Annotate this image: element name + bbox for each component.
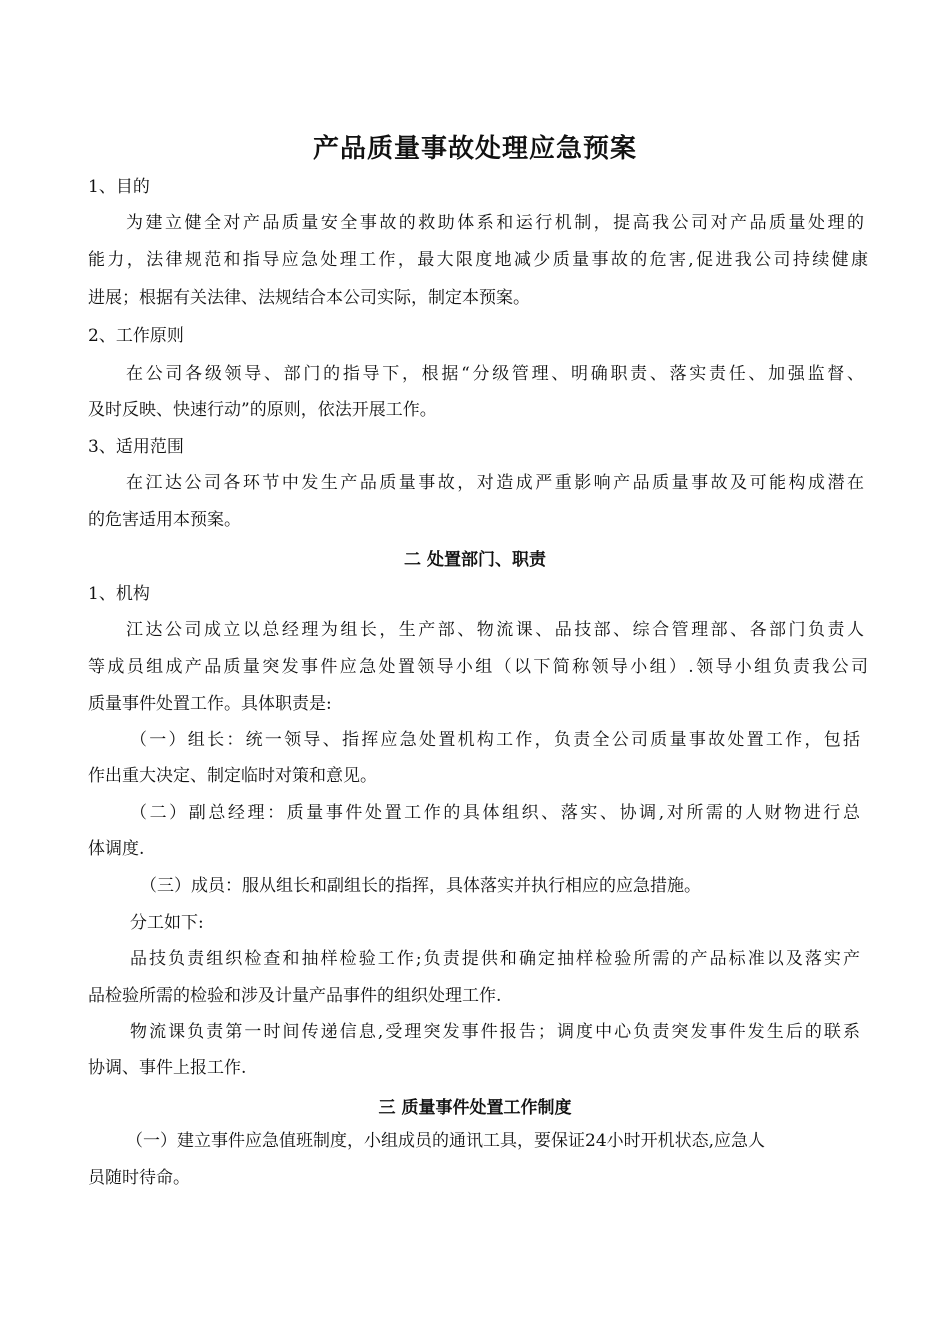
paragraph-line: 在江达公司各环节中发生产品质量事故，对造成严重影响产品质量事故及可能构成潜在 bbox=[126, 473, 864, 493]
paragraph-line: （一）组长：统一领导、指挥应急处置机构工作，负责全公司质量事故处置工作，包括 bbox=[130, 730, 860, 750]
paragraph-line: （二）副总经理：质量事件处置工作的具体组织、落实、协调,对所需的人财物进行总 bbox=[130, 803, 860, 823]
paragraph-line: 品检验所需的检验和涉及计量产品事件的组织处理工作. bbox=[88, 986, 502, 1006]
section-heading: 3、适用范围 bbox=[88, 437, 184, 457]
paragraph-line: 的危害适用本预案。 bbox=[88, 510, 241, 530]
paragraph-line: 在公司各级领导、部门的指导下，根据“分级管理、明确职责、落实责任、加强监督、 bbox=[126, 364, 864, 384]
paragraph-line: 分工如下: bbox=[130, 913, 204, 933]
chapter-heading: 二 处置部门、职责 bbox=[404, 550, 546, 570]
paragraph-line: 能力，法律规范和指导应急处理工作，最大限度地减少质量事故的危害,促进我公司持续健康 bbox=[88, 250, 868, 270]
paragraph-line: 协调、事件上报工作. bbox=[88, 1058, 247, 1078]
paragraph-line: 为建立健全对产品质量安全事故的救助体系和运行机制，提高我公司对产品质量处理的 bbox=[126, 213, 864, 233]
paragraph-line: 及时反映、快速行动”的原则，依法开展工作。 bbox=[88, 400, 437, 420]
section-heading: 1、机构 bbox=[88, 584, 150, 604]
paragraph-line: 进展；根据有关法律、法规结合本公司实际，制定本预案。 bbox=[88, 288, 530, 308]
paragraph-line: 作出重大决定、制定临时对策和意见。 bbox=[88, 766, 377, 786]
paragraph-line: 体调度. bbox=[88, 839, 145, 859]
paragraph-line: （三）成员：服从组长和副组长的指挥，具体落实并执行相应的应急措施。 bbox=[140, 876, 701, 896]
document-title: 产品质量事故处理应急预案 bbox=[312, 134, 637, 164]
section-heading: 1、目的 bbox=[88, 177, 150, 197]
chapter-heading: 三 质量事件处置工作制度 bbox=[378, 1098, 572, 1118]
section-heading: 2、工作原则 bbox=[88, 326, 184, 346]
paragraph-line: 质量事件处置工作。具体职责是: bbox=[88, 694, 332, 714]
paragraph-line: 江达公司成立以总经理为组长，生产部、物流课、品技部、综合管理部、各部门负责人 bbox=[126, 620, 864, 640]
paragraph-line: 物流课负责第一时间传递信息,受理突发事件报告；调度中心负责突发事件发生后的联系 bbox=[130, 1022, 860, 1042]
paragraph-line: 品技负责组织检查和抽样检验工作;负责提供和确定抽样检验所需的产品标准以及落实产 bbox=[130, 949, 860, 969]
paragraph-line: 等成员组成产品质量突发事件应急处置领导小组（以下简称领导小组）.领导小组负责我公司 bbox=[88, 657, 868, 677]
paragraph-line: 员随时待命。 bbox=[88, 1168, 190, 1188]
paragraph-line: （一）建立事件应急值班制度，小组成员的通讯工具，要保证24小时开机状态,应急人 bbox=[126, 1131, 766, 1151]
